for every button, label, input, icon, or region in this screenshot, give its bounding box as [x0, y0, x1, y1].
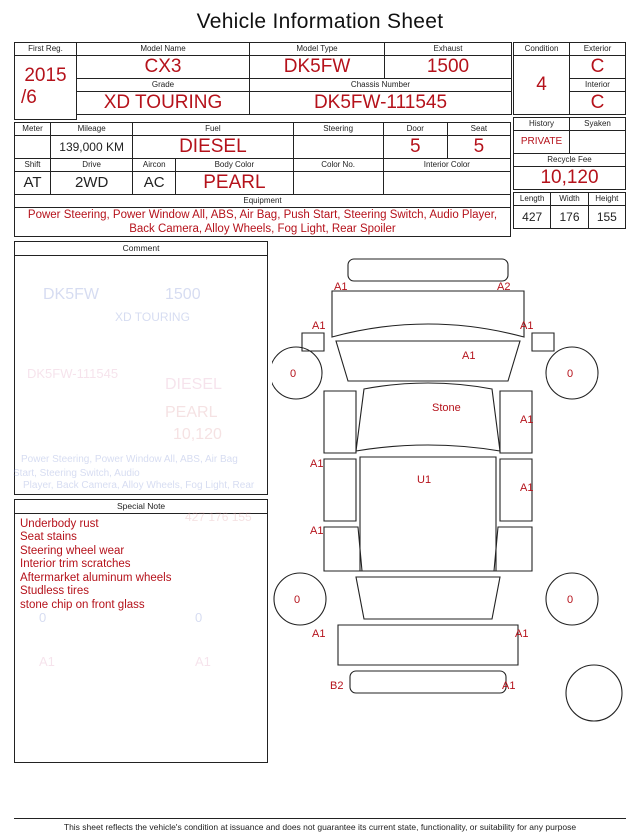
- label-height: Height: [588, 193, 625, 206]
- value-recycle-fee: 10,120: [514, 167, 626, 190]
- special-note-line: stone chip on front glass: [20, 598, 145, 611]
- label-aircon-bodycolor-group: [133, 158, 293, 171]
- special-note-panel: [14, 499, 268, 763]
- watermark-text: 0: [39, 609, 47, 625]
- comment-heading: Comment: [15, 242, 267, 256]
- diagram-mark: A1: [515, 627, 529, 640]
- diagram-mark: A1: [312, 627, 326, 640]
- diagram-mark: A1: [462, 349, 476, 362]
- label-interior: Interior: [570, 79, 626, 92]
- label-model-name: Model Name: [77, 43, 250, 56]
- special-note-heading: Special Note: [15, 500, 267, 514]
- diagram-mark: A1: [310, 524, 324, 537]
- special-note-line: Aftermarket aluminum wheels: [20, 571, 172, 584]
- value-aircon-bodycolor-group: [133, 171, 293, 194]
- label-chassis-number: Chassis Number: [250, 79, 512, 92]
- value-equipment: Power Steering, Power Window All, ABS, Air Bag, Push Start, Steering Switch, Audio Player, Back Camera, Alloy Wheels, Fog Light, Rear Spoiler: [15, 207, 511, 236]
- watermark-text: 0: [195, 609, 203, 625]
- footer-disclaimer: This sheet reflects the vehicle's condition at issuance and does not guarantee its current state, functionality, or suitability for any purpose: [14, 818, 626, 832]
- label-steering: Steering: [293, 122, 383, 135]
- watermark-text: 1500: [165, 285, 201, 303]
- table-row: [514, 167, 626, 190]
- label-recycle-fee: Recycle Fee: [514, 154, 626, 167]
- table-row: [514, 193, 626, 206]
- label-equipment: Equipment: [15, 194, 511, 207]
- watermark-text: DK5FW-111545: [27, 365, 119, 381]
- cell-first-reg: [15, 56, 77, 120]
- watermark-text: A1: [195, 653, 211, 669]
- value-history: PRIVATE: [514, 131, 570, 154]
- value-condition: 4: [514, 56, 570, 115]
- label-condition: Condition: [514, 43, 570, 56]
- table-row: [15, 122, 511, 135]
- table-row: [514, 118, 626, 131]
- special-note-line: Steering wheel wear: [20, 544, 125, 557]
- label-width: Width: [551, 193, 588, 206]
- label-shift: Shift: [15, 158, 51, 171]
- comment-panel: [14, 241, 268, 495]
- table-row: [514, 43, 626, 56]
- spacer-cell: [77, 115, 512, 120]
- table-row: [15, 135, 511, 158]
- value-grade: XD TOURING: [77, 92, 250, 115]
- watermark-text: Start, Steering Switch, Audio: [13, 467, 140, 479]
- value-chassis-number: DK5FW-111545: [250, 92, 512, 115]
- value-steering: [293, 135, 383, 158]
- spacer-row: [15, 115, 512, 120]
- value-exhaust: 1500: [385, 56, 512, 79]
- value-seat: 5: [447, 135, 510, 158]
- value-first-reg-year: 2015: [24, 65, 67, 87]
- value-first-reg-month: /6: [21, 87, 37, 109]
- table-row: [15, 43, 512, 56]
- diagram-mark: B2: [330, 679, 344, 692]
- diagram-mark: U1: [417, 473, 432, 486]
- main-specs-table: [14, 42, 512, 120]
- meter-fuel-table: [14, 122, 511, 237]
- table-row: [15, 171, 511, 194]
- value-height: 155: [588, 206, 625, 229]
- condition-block: [513, 42, 626, 229]
- label-grade: Grade: [77, 79, 250, 92]
- watermark-text: 427 176 155: [185, 509, 252, 524]
- table-row: [15, 56, 512, 79]
- label-syaken: Syaken: [570, 118, 626, 131]
- diagram-mark: A1: [310, 457, 324, 470]
- value-drive: 2WD: [51, 171, 133, 194]
- table-row: [514, 206, 626, 229]
- watermark-text: 10,120: [173, 425, 222, 443]
- table-row: [15, 92, 512, 115]
- value-shift: AT: [15, 171, 51, 194]
- watermark-text: Power Steering, Power Window All, ABS, Air Bag: [21, 453, 238, 465]
- diagram-mark: Stone: [432, 401, 461, 414]
- diagram-mark: 0: [290, 367, 297, 380]
- value-syaken: [570, 131, 626, 154]
- table-row: [15, 158, 511, 171]
- main-specs-block: [14, 42, 511, 237]
- special-note-line: Interior trim scratches: [20, 558, 131, 570]
- watermark-text: A1: [39, 653, 55, 669]
- table-row: [15, 194, 511, 207]
- diagram-mark: A1: [520, 413, 534, 426]
- watermark-text: Player, Back Camera, Alloy Wheels, Fog Light, Rear: [23, 479, 255, 491]
- special-note-line: Underbody rust: [20, 517, 99, 530]
- value-model-name: CX3: [77, 56, 250, 79]
- diagram-mark: 0: [567, 367, 574, 380]
- page-title: Vehicle Information Sheet: [196, 10, 444, 33]
- label-first-reg: First Reg.: [15, 43, 77, 56]
- label-fuel: Fuel: [133, 122, 293, 135]
- label-aircon: Aircon: [133, 159, 176, 171]
- value-color-no: [293, 171, 383, 194]
- label-interior-color: Interior Color: [383, 158, 510, 171]
- condition-table: [513, 42, 626, 115]
- diagram-mark: A1: [520, 481, 534, 494]
- value-exterior: C: [570, 56, 626, 79]
- dimensions-table: [513, 192, 626, 229]
- watermark-text: DIESEL: [165, 375, 222, 393]
- diagram-mark: A1: [312, 319, 326, 332]
- value-fuel: DIESEL: [133, 135, 293, 158]
- table-row: [514, 154, 626, 167]
- table-row: [514, 56, 626, 79]
- watermark-text: PEARL: [165, 403, 218, 421]
- value-interior: C: [570, 92, 626, 115]
- label-mileage: Mileage: [51, 122, 133, 135]
- comment-text: [15, 256, 267, 264]
- vehicle-damage-diagram: [272, 241, 626, 763]
- comment-body: [15, 256, 267, 494]
- table-row: [15, 79, 512, 92]
- label-length: Length: [514, 193, 551, 206]
- value-interior-color: [383, 171, 510, 194]
- label-seat: Seat: [447, 122, 510, 135]
- value-aircon: AC: [133, 172, 176, 194]
- table-row: [514, 131, 626, 154]
- watermark-text: XD TOURING: [115, 309, 190, 324]
- label-model-type: Model Type: [250, 43, 385, 56]
- value-body-color: PEARL: [203, 171, 266, 193]
- comment-column: [14, 241, 268, 763]
- diagram-mark: 0: [567, 593, 574, 606]
- special-note-line: Seat stains: [20, 531, 77, 543]
- top-information-block: [14, 42, 626, 237]
- value-door: 5: [383, 135, 447, 158]
- label-history: History: [514, 118, 570, 131]
- diagram-mark: A1: [520, 319, 534, 332]
- label-meter: Meter: [15, 122, 51, 135]
- label-exhaust: Exhaust: [385, 43, 512, 56]
- label-exterior: Exterior: [570, 43, 626, 56]
- diagram-mark: A1: [502, 679, 516, 692]
- value-width: 176: [551, 206, 588, 229]
- value-meter: [15, 135, 51, 158]
- diagram-mark: 0: [294, 593, 301, 606]
- label-drive: Drive: [51, 158, 133, 171]
- diagram-mark: A2: [497, 280, 511, 293]
- table-row: [15, 207, 511, 236]
- label-body-color: Body Color: [214, 159, 255, 169]
- watermark-text: DK5FW: [43, 285, 99, 303]
- special-note-line: Studless tires: [20, 585, 90, 597]
- history-table: [513, 117, 626, 190]
- value-mileage: 139,000 KM: [51, 135, 133, 158]
- label-color-no: Color No.: [293, 158, 383, 171]
- diagram-svg: [272, 241, 624, 731]
- special-note-body: [15, 509, 267, 762]
- value-length: 427: [514, 206, 551, 229]
- diagram-mark: A1: [334, 280, 348, 293]
- lower-section: [14, 241, 626, 763]
- value-model-type: DK5FW: [250, 56, 385, 79]
- label-door: Door: [383, 122, 447, 135]
